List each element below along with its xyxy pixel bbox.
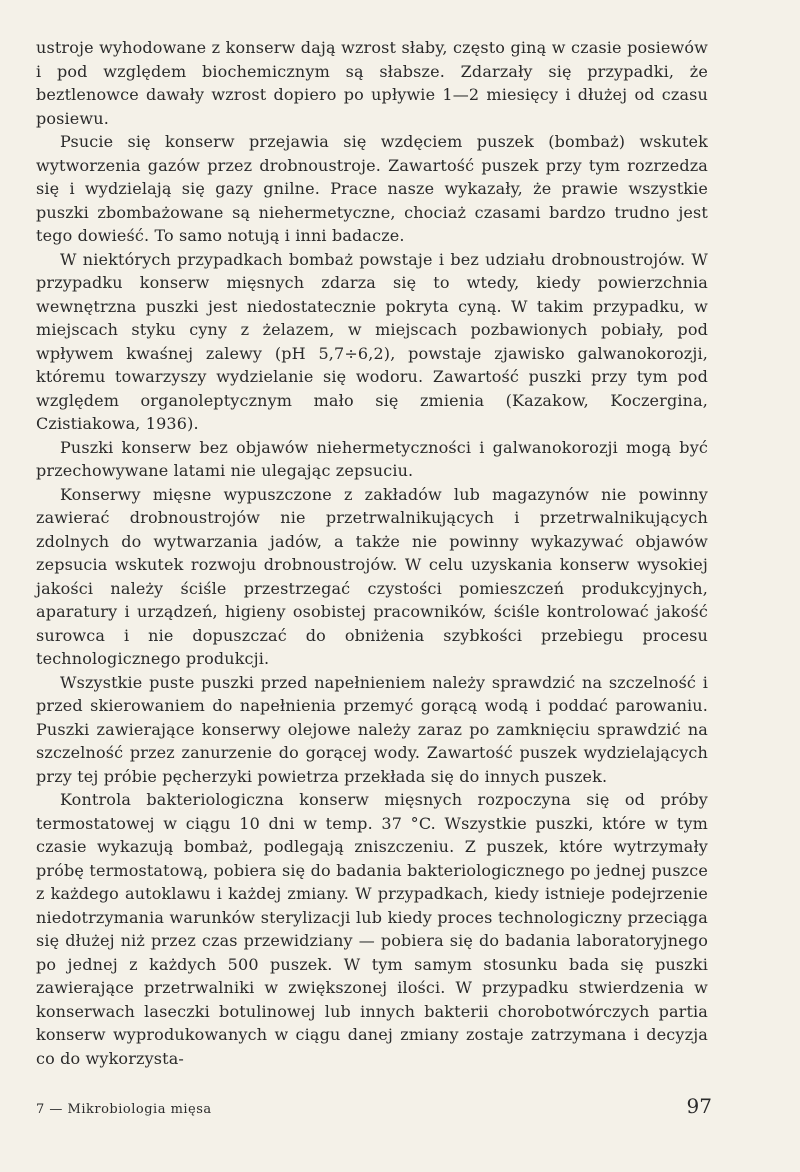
- page-footer: [36, 1094, 712, 1118]
- footer-signature: 7 — Mikrobiologia mięsa: [36, 1102, 212, 1117]
- paragraph: Wszystkie puste puszki przed napełnieniem należy sprawdzić na szczelność i przed skierowaniem do napełnienia przemyć gorącą wodą i poddać parowaniu. Puszki zawierające konserwy olejowe należy zaraz po zamknięciu sprawdzić na szczelność przez zanurzenie do gorącej wody. Zawartość puszek wydzielających przy tej próbie pęcherzyki powietrza przekłada się do innych puszek.: [36, 672, 708, 786]
- paragraph: ustroje wyhodowane z konserw dają wzrost słaby, często giną w czasie posiewów i pod względem biochemicznym są słabsze. Zdarzały się przypadki, że beztlenowce dawały wzrost dopiero po upływie 1—2 miesięcy i dłużej od czasu posiewu.: [36, 38, 708, 128]
- paragraph: Konserwy mięsne wypuszczone z zakładów lub magazynów nie powinny zawierać drobnoustrojów nie przetrwalnikujących i przetrwalnikujących zdolnych do wytwarzania jadów, a także nie powinny wykazywać objawów zepsucia wskutek rozwoju drobnoustrojów. W celu uzyskania konserw wysokiej jakości należy ściśle przestrzegać czystości pomieszczeń produkcyjnych, aparatury i urządzeń, higieny osobistej pracowników, ściśle kontrolować jakość surowca i nie dopuszczać do obniżenia szybkości przebiegu procesu technologicznego produkcji.: [36, 484, 708, 668]
- paragraph: W niektórych przypadkach bombaż powstaje i bez udziału drobnoustrojów. W przypadku konserw mięsnych zdarza się to wtedy, kiedy powierzchnia wewnętrzna puszki jest niedostatecznie pokryta cyną. W takim przypadku, w miejscach styku cyny z żelazem, w miejscach pozbawionych pobiały, pod wpływem kwaśnej zalewy (pH 5,7÷6,2), powstaje zjawisko galwanokorozji, któremu towarzyszy wydzielanie się wodoru. Zawartość puszki przy tym pod względem organoleptycznym mało się zmienia (Kazakow, Koczergina, Czistiakowa, 1936).: [36, 249, 708, 433]
- page-number: 97: [686, 1094, 712, 1118]
- paragraph: Psucie się konserw przejawia się wzdęciem puszek (bombaż) wskutek wytworzenia gazów przez drobnoustroje. Zawartość puszek przy tym rozrzedza się i wydzielają się gazy gnilne. Prace nasze wykazały, że prawie wszystkie puszki zbombażowane są niehermetyczne, chociaż czasami bardzo trudno jest tego dowieść. To samo notują i inni badacze.: [36, 132, 708, 245]
- paragraph: Puszki konserw bez objawów niehermetyczności i galwanokorozji mogą być przechowywane latami nie ulegając zepsuciu.: [36, 437, 708, 480]
- paragraph: Kontrola bakteriologiczna konserw mięsnych rozpoczyna się od próby termostatowej w ciągu 10 dni w temp. 37 °C. Wszystkie puszki, które w tym czasie wykazują bombaż, podlegają zniszczeniu. Z puszek, które wytrzymały próbę termostatową, pobiera się do badania bakteriologicznego po jednej puszce z każdego autoklawu i każdej zmiany. W przypadkach, kiedy istnieje podejrzenie niedotrzymania warunków sterylizacji lub kiedy proces technologiczny przeciąga się dłużej niż przez czas przewidziany — pobiera się do badania laboratoryjnego po jednej z każdych 500 puszek. W tym samym stosunku bada się puszki zawierające przetrwalniki w zwiększonej ilości. W przypadku stwierdzenia w konserwach laseczki botulinowej lub innych bakterii chorobotwórczych partia konserw wyprodukowanych w ciągu danej zmiany zostaje zatrzymana i decyzja co do wykorzysta-: [36, 790, 708, 1068]
- body-text: [36, 36, 708, 1070]
